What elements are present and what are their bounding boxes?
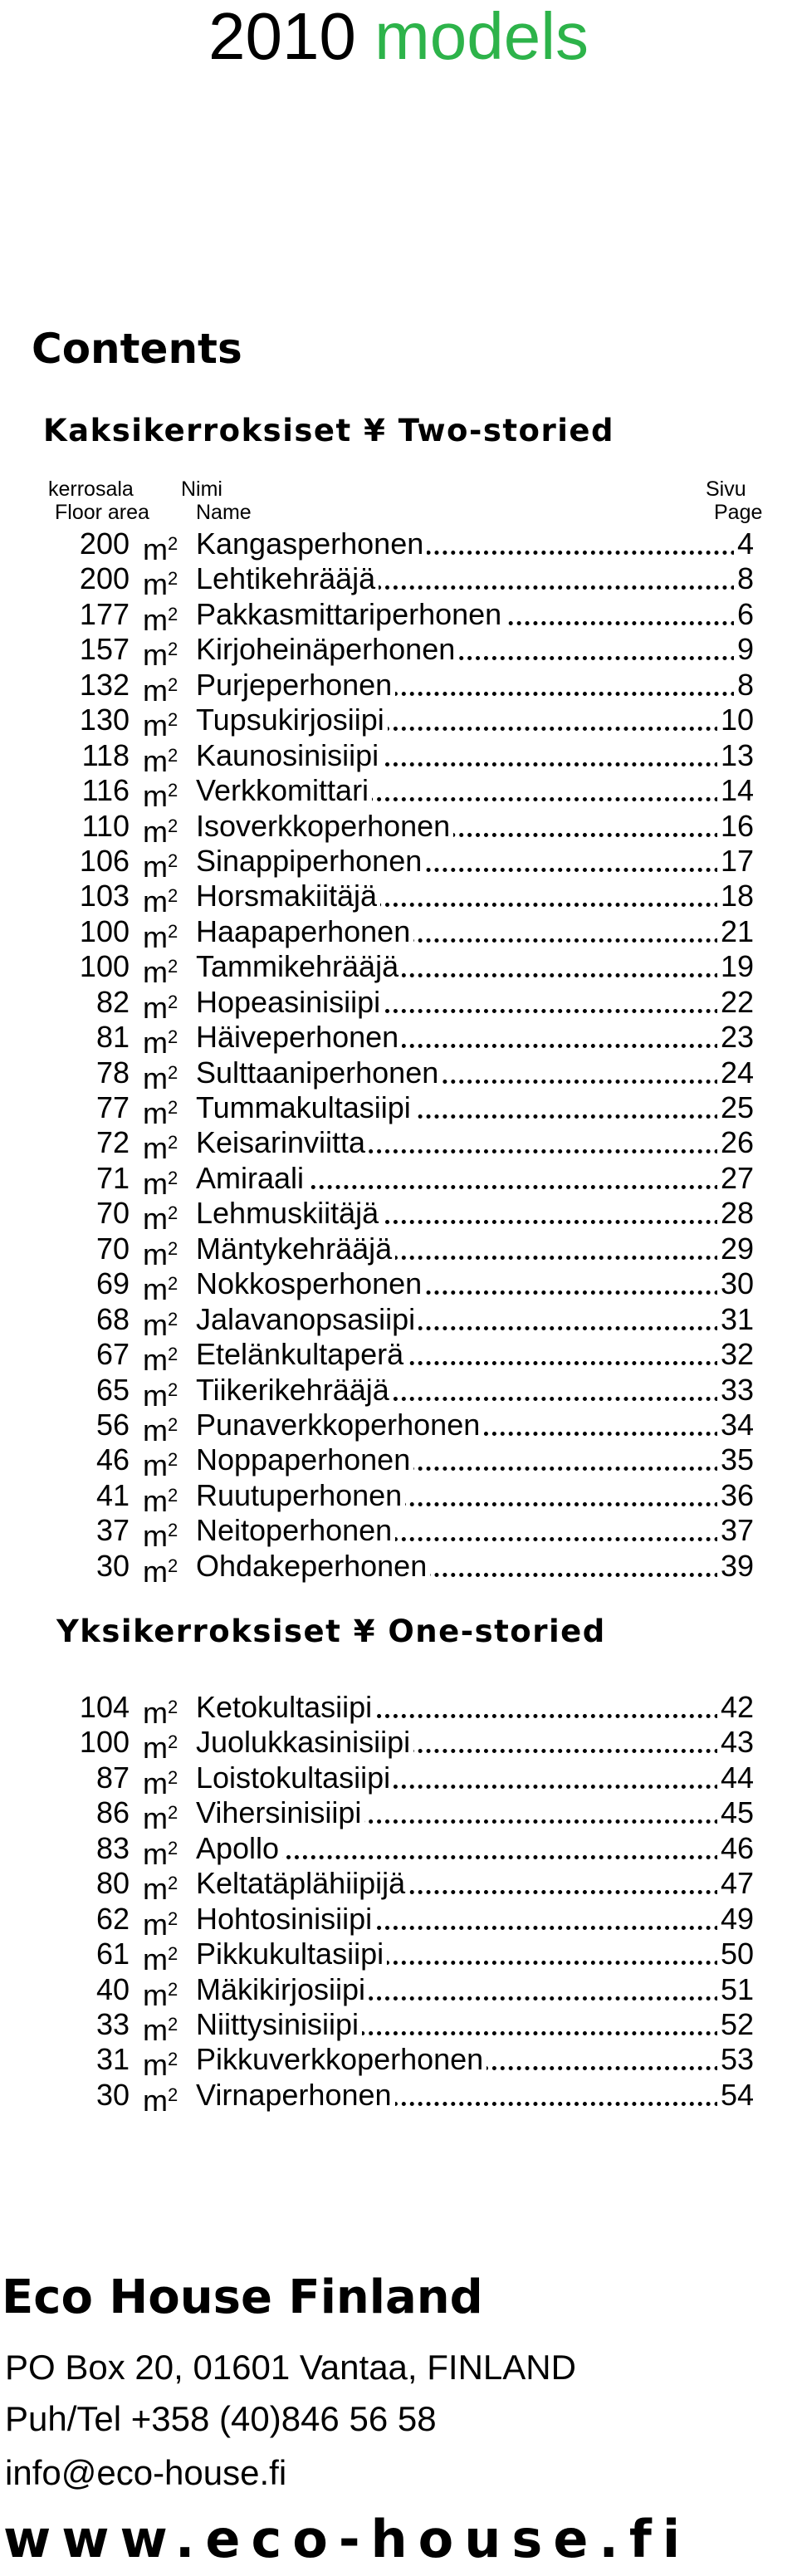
model-name: Loistokultasiipi bbox=[196, 1761, 394, 1795]
unit-base: m bbox=[143, 1872, 168, 1907]
model-entry[interactable] bbox=[56, 2077, 754, 2118]
floor-area: 104 bbox=[79, 1690, 130, 1724]
model-name: Keltatäplähiipijä bbox=[196, 1866, 408, 1901]
unit-base: m bbox=[143, 602, 168, 637]
unit-exponent: 2 bbox=[168, 780, 178, 801]
model-name: Virnaperhonen bbox=[196, 2078, 395, 2113]
unit-base: m bbox=[143, 1096, 168, 1130]
model-entry[interactable] bbox=[56, 1407, 754, 1447]
page-number: 44 bbox=[717, 1761, 754, 1795]
page-title bbox=[0, 0, 797, 73]
model-name: Tammikehrääjä bbox=[196, 949, 402, 984]
unit-exponent: 2 bbox=[168, 1943, 178, 1965]
unit-base: m bbox=[143, 849, 168, 884]
floor-area: 69 bbox=[95, 1266, 130, 1301]
model-entry[interactable] bbox=[56, 1901, 754, 1942]
unit-base: m bbox=[143, 884, 168, 919]
page-number: 23 bbox=[717, 1020, 754, 1055]
page-number: 16 bbox=[717, 809, 754, 844]
model-entry[interactable] bbox=[56, 1266, 754, 1307]
page-number: 39 bbox=[717, 1549, 754, 1584]
unit-base: m bbox=[143, 1801, 168, 1836]
unit-base: m bbox=[143, 1026, 168, 1060]
unit-base: m bbox=[143, 1166, 168, 1201]
floor-area: 78 bbox=[95, 1055, 130, 1090]
model-name: Kaunosinisiipi bbox=[196, 738, 382, 773]
page-number: 4 bbox=[734, 526, 754, 561]
floor-area: 106 bbox=[79, 843, 130, 878]
column-header-name-en: Name bbox=[196, 501, 252, 524]
unit-base: m bbox=[143, 1942, 168, 1977]
model-name: Jalavanopsasiipi bbox=[196, 1302, 418, 1337]
page-number: 24 bbox=[717, 1055, 754, 1090]
model-name: Keisarinviitta bbox=[196, 1125, 369, 1160]
floor-area: 65 bbox=[95, 1372, 130, 1407]
unit-exponent: 2 bbox=[168, 1873, 178, 1894]
unit-base: m bbox=[143, 1554, 168, 1589]
floor-area: 200 bbox=[79, 561, 130, 596]
column-header-page-en: Page bbox=[714, 501, 763, 524]
unit-exponent: 2 bbox=[168, 709, 178, 731]
floor-area: 103 bbox=[79, 879, 130, 913]
floor-area: 61 bbox=[95, 1937, 130, 1971]
unit-base: m bbox=[143, 779, 168, 814]
page-number: 45 bbox=[717, 1795, 754, 1830]
unit-exponent: 2 bbox=[168, 603, 178, 624]
model-name: Verkkomittari bbox=[196, 773, 372, 808]
model-name: Haapaperhonen bbox=[196, 914, 413, 949]
unit-base: m bbox=[143, 1448, 168, 1483]
model-entry[interactable] bbox=[56, 561, 754, 602]
model-entry[interactable] bbox=[56, 1725, 754, 1765]
unit-base: m bbox=[143, 1731, 168, 1765]
page-number: 9 bbox=[734, 632, 754, 667]
unit-base: m bbox=[143, 955, 168, 990]
floor-area: 110 bbox=[81, 808, 130, 843]
floor-area: 157 bbox=[79, 632, 130, 667]
unit-base: m bbox=[143, 1483, 168, 1518]
page-number: 31 bbox=[717, 1302, 754, 1337]
page-number: 46 bbox=[717, 1831, 754, 1866]
one-storied-heading: Yksikerroksiset ¥ One-storied bbox=[56, 1614, 606, 1649]
unit-exponent: 2 bbox=[168, 1449, 178, 1471]
column-header-name-fi: Nimi bbox=[181, 477, 222, 501]
model-name: Horsmakiitäjä bbox=[196, 879, 380, 913]
model-entry[interactable] bbox=[56, 1372, 754, 1413]
unit-base: m bbox=[143, 1343, 168, 1378]
company-phone: Puh/Tel +358 (40)846 56 58 bbox=[5, 2399, 437, 2438]
page-number: 54 bbox=[717, 2078, 754, 2113]
unit-base: m bbox=[143, 1413, 168, 1447]
floor-area: 31 bbox=[95, 2042, 130, 2077]
floor-area: 177 bbox=[79, 596, 130, 631]
column-header-page-fi: Sivu bbox=[706, 477, 746, 501]
page-number: 18 bbox=[717, 879, 754, 913]
company-email[interactable]: info@eco-house.fi bbox=[5, 2453, 287, 2492]
model-name: Kangasperhonen bbox=[196, 526, 427, 561]
unit-base: m bbox=[143, 638, 168, 673]
unit-exponent: 2 bbox=[168, 533, 178, 554]
page-number: 47 bbox=[717, 1866, 754, 1901]
unit-exponent: 2 bbox=[168, 1237, 178, 1259]
model-name: Hohtosinisiipi bbox=[196, 1902, 375, 1937]
unit-exponent: 2 bbox=[168, 673, 178, 695]
page-number: 25 bbox=[717, 1090, 754, 1125]
unit-base: m bbox=[143, 1307, 168, 1342]
floor-area: 132 bbox=[79, 667, 130, 702]
model-entry[interactable] bbox=[56, 1690, 754, 1730]
model-entry[interactable] bbox=[56, 596, 754, 637]
model-entry[interactable] bbox=[56, 1795, 754, 1836]
unit-base: m bbox=[143, 1765, 168, 1800]
unit-base: m bbox=[143, 990, 168, 1025]
model-name: Ohdakeperhonen bbox=[196, 1549, 430, 1584]
model-name: Mäkikirjosiipi bbox=[196, 1972, 369, 2007]
page-number: 28 bbox=[717, 1196, 754, 1231]
page-number: 21 bbox=[717, 914, 754, 949]
model-name: Neitoperhonen bbox=[196, 1513, 395, 1548]
floor-area: 100 bbox=[79, 949, 130, 984]
model-entry[interactable] bbox=[56, 1125, 754, 1166]
floor-area: 118 bbox=[81, 737, 130, 772]
page-number: 37 bbox=[717, 1513, 754, 1548]
model-name: Purjeperhonen bbox=[196, 668, 395, 703]
model-name: Ruutuperhonen bbox=[196, 1478, 405, 1513]
unit-exponent: 2 bbox=[168, 1167, 178, 1188]
column-header-area-fi: kerrosala bbox=[48, 477, 134, 501]
model-entry[interactable] bbox=[56, 1866, 754, 1907]
floor-area: 67 bbox=[95, 1337, 130, 1372]
page-number: 27 bbox=[717, 1161, 754, 1196]
unit-exponent: 2 bbox=[168, 1802, 178, 1824]
model-name: Mäntykehrääjä bbox=[196, 1232, 395, 1266]
model-entry[interactable] bbox=[56, 737, 754, 778]
model-entry[interactable] bbox=[56, 2006, 754, 2047]
floor-area: 77 bbox=[95, 1090, 130, 1124]
model-entry[interactable] bbox=[56, 1090, 754, 1130]
unit-exponent: 2 bbox=[168, 2084, 178, 2105]
model-name: Pikkuverkkoperhonen bbox=[196, 2042, 487, 2077]
floor-area: 70 bbox=[95, 1231, 130, 1266]
page-number: 50 bbox=[717, 1937, 754, 1971]
unit-exponent: 2 bbox=[168, 1344, 178, 1365]
model-name: Niittysinisiipi bbox=[196, 2007, 362, 2042]
page-number: 26 bbox=[717, 1125, 754, 1160]
model-entry[interactable] bbox=[56, 984, 754, 1025]
unit-base: m bbox=[143, 1977, 168, 2012]
model-entry[interactable] bbox=[56, 773, 754, 814]
model-name: Punaverkkoperhonen bbox=[196, 1408, 483, 1442]
model-entry[interactable] bbox=[56, 1337, 754, 1378]
unit-exponent: 2 bbox=[168, 2049, 178, 2070]
unit-exponent: 2 bbox=[168, 1097, 178, 1118]
floor-area: 130 bbox=[79, 703, 130, 737]
model-entry[interactable] bbox=[56, 1442, 754, 1483]
area-unit bbox=[143, 1549, 178, 1589]
model-entry[interactable] bbox=[56, 1477, 754, 1518]
model-entry[interactable] bbox=[56, 1196, 754, 1237]
floor-area: 46 bbox=[95, 1442, 130, 1477]
page-number: 35 bbox=[717, 1442, 754, 1477]
page-number: 10 bbox=[717, 703, 754, 737]
page-number: 53 bbox=[717, 2042, 754, 2077]
model-name: Amiraali bbox=[196, 1161, 307, 1196]
unit-exponent: 2 bbox=[168, 1308, 178, 1330]
unit-exponent: 2 bbox=[168, 1908, 178, 1929]
unit-base: m bbox=[143, 1519, 168, 1554]
page-number: 29 bbox=[717, 1232, 754, 1266]
unit-exponent: 2 bbox=[168, 1837, 178, 1859]
company-address: PO Box 20, 01601 Vantaa, FINLAND bbox=[5, 2348, 576, 2387]
unit-exponent: 2 bbox=[168, 1061, 178, 1083]
floor-area: 80 bbox=[95, 1866, 130, 1901]
model-name: Noppaperhonen bbox=[196, 1442, 413, 1477]
unit-exponent: 2 bbox=[168, 850, 178, 871]
page-number: 42 bbox=[717, 1690, 754, 1725]
model-name: Häiveperhonen bbox=[196, 1020, 402, 1055]
model-name: Pikkukultasiipi bbox=[196, 1937, 387, 1971]
page-number: 34 bbox=[717, 1408, 754, 1442]
model-name: Vihersinisiipi bbox=[196, 1795, 364, 1830]
page-number: 51 bbox=[717, 1972, 754, 2007]
unit-base: m bbox=[143, 708, 168, 743]
model-entry[interactable] bbox=[56, 1301, 754, 1342]
floor-area: 70 bbox=[95, 1196, 130, 1231]
page-number: 36 bbox=[717, 1478, 754, 1513]
model-entry[interactable] bbox=[56, 1231, 754, 1271]
unit-exponent: 2 bbox=[168, 1978, 178, 2000]
unit-exponent: 2 bbox=[168, 1731, 178, 1753]
unit-base: m bbox=[143, 919, 168, 954]
model-entry[interactable] bbox=[56, 1020, 754, 1060]
unit-exponent: 2 bbox=[168, 1202, 178, 1224]
model-name: Tummakultasiipi bbox=[196, 1090, 414, 1125]
page-number: 33 bbox=[717, 1373, 754, 1408]
model-entry[interactable] bbox=[56, 1055, 754, 1095]
unit-base: m bbox=[143, 1907, 168, 1942]
title-models: models bbox=[374, 0, 589, 73]
company-name: Eco House Finland bbox=[2, 2270, 483, 2324]
floor-area: 100 bbox=[79, 1725, 130, 1760]
unit-exponent: 2 bbox=[168, 1520, 178, 1541]
model-entry[interactable] bbox=[56, 526, 754, 566]
unit-base: m bbox=[143, 673, 168, 708]
floor-area: 37 bbox=[95, 1513, 130, 1548]
unit-base: m bbox=[143, 1131, 168, 1166]
model-name: Nokkosperhonen bbox=[196, 1266, 425, 1301]
floor-area: 87 bbox=[95, 1760, 130, 1795]
unit-base: m bbox=[143, 1378, 168, 1413]
page-number: 8 bbox=[734, 561, 754, 596]
model-name: Kirjoheinäperhonen bbox=[196, 632, 458, 667]
floor-area: 68 bbox=[95, 1301, 130, 1336]
page-number: 13 bbox=[717, 738, 754, 773]
model-entry[interactable] bbox=[56, 1830, 754, 1871]
unit-base: m bbox=[143, 532, 168, 566]
floor-area: 71 bbox=[95, 1160, 130, 1195]
page-number: 32 bbox=[717, 1337, 754, 1372]
model-name: Isoverkkoperhonen bbox=[196, 809, 453, 844]
page-number: 43 bbox=[717, 1725, 754, 1760]
page-number: 19 bbox=[717, 949, 754, 984]
model-entry[interactable] bbox=[56, 2042, 754, 2083]
unit-base: m bbox=[143, 1202, 168, 1237]
unit-base: m bbox=[143, 1237, 168, 1271]
unit-base: m bbox=[143, 1696, 168, 1730]
model-name: Juolukkasinisiipi bbox=[196, 1725, 413, 1760]
unit-base: m bbox=[143, 1836, 168, 1871]
title-year: 2010 bbox=[208, 0, 356, 73]
unit-exponent: 2 bbox=[168, 1766, 178, 1788]
contents-heading: Contents bbox=[32, 325, 242, 373]
page-number: 52 bbox=[717, 2007, 754, 2042]
model-name: Apollo bbox=[196, 1831, 282, 1866]
unit-exponent: 2 bbox=[168, 1026, 178, 1048]
floor-area: 40 bbox=[95, 1971, 130, 2006]
model-entry[interactable] bbox=[56, 879, 754, 919]
model-name: Lehtikehrääjä bbox=[196, 561, 379, 596]
model-entry[interactable] bbox=[56, 808, 754, 849]
model-name: Tiikerikehrääjä bbox=[196, 1373, 393, 1408]
floor-area: 30 bbox=[95, 2077, 130, 2112]
page-number: 17 bbox=[717, 844, 754, 879]
floor-area: 200 bbox=[79, 526, 130, 561]
floor-area: 30 bbox=[95, 1548, 130, 1583]
unit-exponent: 2 bbox=[168, 1484, 178, 1506]
one-storied-model-list bbox=[56, 1690, 754, 2118]
model-entry[interactable] bbox=[56, 1760, 754, 1800]
unit-base: m bbox=[143, 814, 168, 849]
unit-exponent: 2 bbox=[168, 1132, 178, 1153]
unit-exponent: 2 bbox=[168, 2013, 178, 2035]
floor-area: 33 bbox=[95, 2006, 130, 2041]
page-number: 8 bbox=[734, 668, 754, 703]
model-name: Ketokultasiipi bbox=[196, 1690, 375, 1725]
unit-exponent: 2 bbox=[168, 568, 178, 590]
unit-base: m bbox=[143, 2083, 168, 2118]
model-name: Pakkasmittariperhonen bbox=[196, 597, 505, 632]
unit-exponent: 2 bbox=[168, 1413, 178, 1435]
two-storied-model-list bbox=[56, 526, 754, 1589]
page-number: 30 bbox=[717, 1266, 754, 1301]
unit-base: m bbox=[143, 743, 168, 778]
unit-exponent: 2 bbox=[168, 1273, 178, 1295]
model-name: Sinappiperhonen bbox=[196, 844, 425, 879]
unit-exponent: 2 bbox=[168, 815, 178, 836]
company-website[interactable]: www.eco-house.fi bbox=[3, 2509, 692, 2569]
unit-exponent: 2 bbox=[168, 885, 178, 907]
unit-exponent: 2 bbox=[168, 1555, 178, 1576]
column-header-area-en: Floor area bbox=[55, 501, 149, 524]
model-entry[interactable] bbox=[56, 1160, 754, 1201]
unit-exponent: 2 bbox=[168, 956, 178, 977]
unit-base: m bbox=[143, 1060, 168, 1095]
unit-exponent: 2 bbox=[168, 1379, 178, 1400]
model-name: Tupsukirjosiipi bbox=[196, 703, 388, 737]
model-entry[interactable] bbox=[56, 1548, 754, 1589]
model-entry[interactable] bbox=[56, 913, 754, 954]
unit-base: m bbox=[143, 2048, 168, 2083]
model-entry[interactable] bbox=[56, 1971, 754, 2012]
unit-base: m bbox=[143, 567, 168, 602]
model-entry[interactable] bbox=[56, 667, 754, 708]
model-entry[interactable] bbox=[56, 632, 754, 673]
floor-area: 86 bbox=[95, 1795, 130, 1830]
area-unit bbox=[143, 2078, 178, 2118]
model-name: Lehmuskiitäjä bbox=[196, 1196, 382, 1231]
floor-area: 82 bbox=[95, 984, 130, 1019]
floor-area: 41 bbox=[95, 1477, 130, 1512]
model-name: Hopeasinisiipi bbox=[196, 985, 384, 1020]
unit-exponent: 2 bbox=[168, 1697, 178, 1717]
unit-exponent: 2 bbox=[168, 920, 178, 942]
floor-area: 62 bbox=[95, 1901, 130, 1936]
unit-base: m bbox=[143, 2012, 168, 2047]
floor-area: 72 bbox=[95, 1125, 130, 1160]
page-number: 22 bbox=[717, 985, 754, 1020]
model-entry[interactable] bbox=[56, 949, 754, 990]
floor-area: 83 bbox=[95, 1830, 130, 1865]
model-entry[interactable] bbox=[56, 1513, 754, 1554]
unit-base: m bbox=[143, 1272, 168, 1307]
floor-area: 116 bbox=[81, 773, 130, 808]
page-number: 49 bbox=[717, 1902, 754, 1937]
model-name: Sulttaaniperhonen bbox=[196, 1055, 442, 1090]
unit-exponent: 2 bbox=[168, 991, 178, 1012]
model-entry[interactable] bbox=[56, 843, 754, 884]
unit-exponent: 2 bbox=[168, 744, 178, 766]
model-entry[interactable] bbox=[56, 1937, 754, 1977]
page-number: 6 bbox=[734, 597, 754, 632]
floor-area: 81 bbox=[95, 1020, 130, 1055]
unit-exponent: 2 bbox=[168, 639, 178, 660]
floor-area: 56 bbox=[95, 1407, 130, 1442]
page-number: 14 bbox=[717, 773, 754, 808]
model-entry[interactable] bbox=[56, 703, 754, 743]
floor-area: 100 bbox=[79, 913, 130, 948]
two-storied-heading: Kaksikerroksiset ¥ Two-storied bbox=[43, 413, 614, 448]
model-name: Etelänkultaperä bbox=[196, 1337, 407, 1372]
